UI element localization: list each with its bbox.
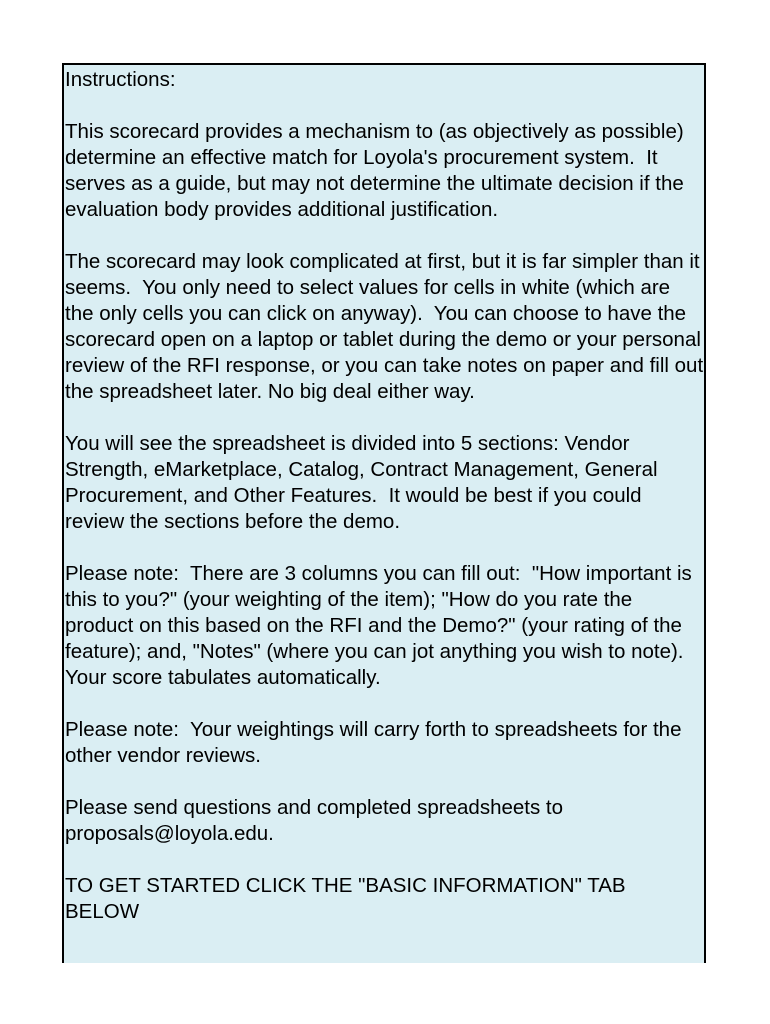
instructions-paragraph-contact: Please send questions and completed spreadsheets to proposals@loyola.edu.	[65, 796, 569, 845]
instructions-cell[interactable]	[62, 63, 709, 963]
instructions-paragraph-overview: This scorecard provides a mechanism to (as objectively as possible) determine an effective match for Loyola's procurement system. It serves as a guide, but may not determine the ultimate decision if the evaluation body provides additional justification.	[65, 120, 690, 221]
instructions-heading: Instructions:	[65, 68, 176, 91]
instructions-paragraph-weightings-note: Please note: Your weightings will carry forth to spreadsheets for the other vendor reviews.	[65, 718, 688, 767]
instructions-paragraph-columns-note: Please note: There are 3 columns you can fill out: "How important is this to you?" (your weighting of the item); "How do you rate the product on this based on the RFI and the Demo?" (your rating of the feature); and, "Notes" (where you can jot anything you wish to note). Your score tabulates automatically.	[65, 562, 698, 689]
instructions-paragraph-usage: The scorecard may look complicated at first, but it is far simpler than it seems. You only need to select values for cells in white (which are the only cells you can click on anyway). You can choose to have the scorecard open on a laptop or tablet during the demo or your personal review of the RFI response, or you can take notes on paper and fill out the spreadsheet later. No big deal either way.	[65, 250, 709, 403]
instructions-paragraph-get-started: TO GET STARTED CLICK THE "BASIC INFORMATION" TAB BELOW	[65, 874, 632, 923]
instructions-paragraph-sections: You will see the spreadsheet is divided into 5 sections: Vendor Strength, eMarketplace, Catalog, Contract Management, General Procurement, and Other Features. It would be best if you could review the sections before the demo.	[65, 432, 664, 533]
